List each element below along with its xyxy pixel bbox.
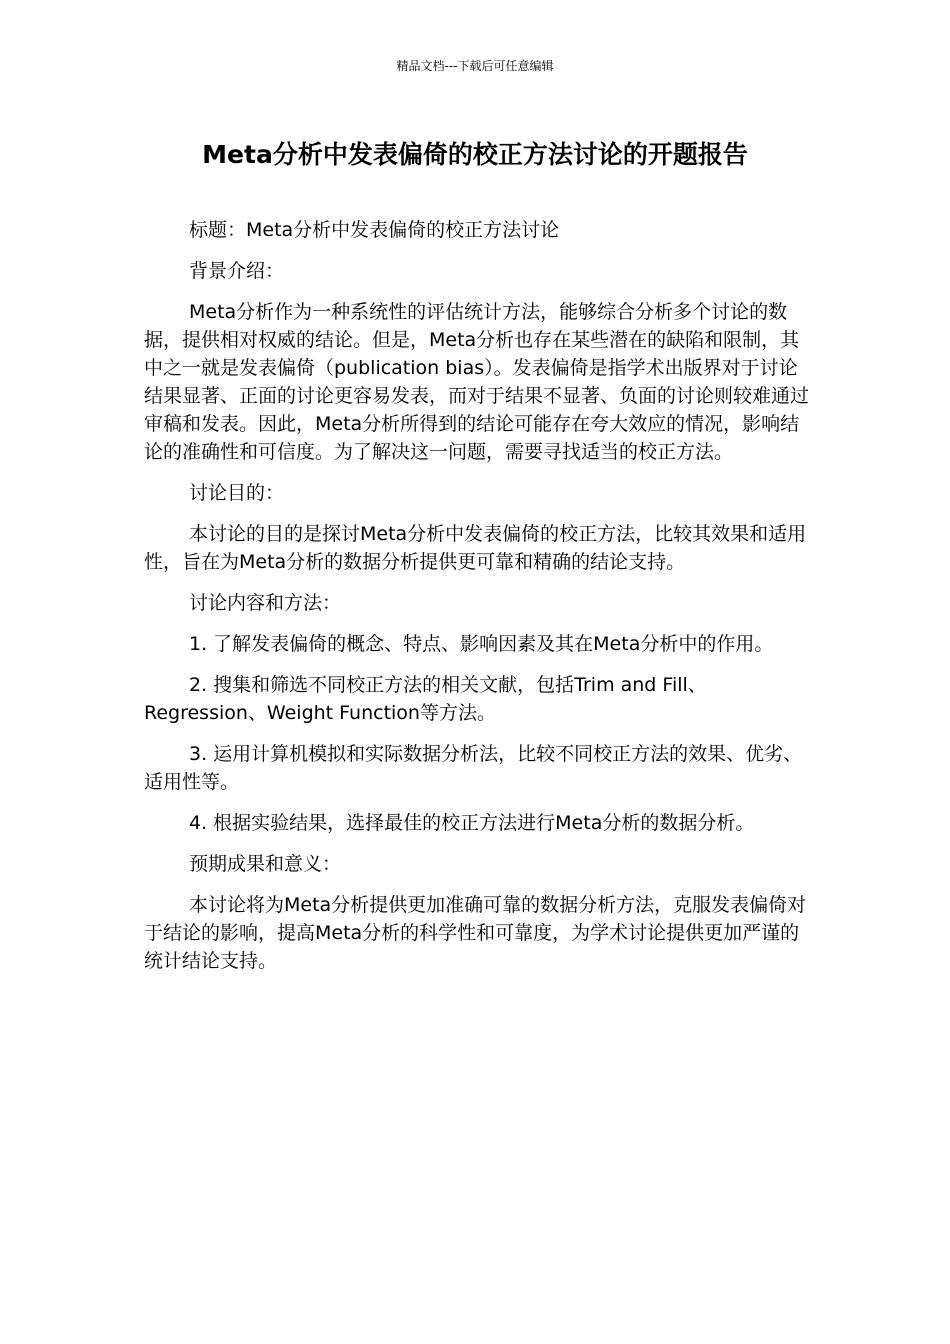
outcomes-paragraph: 本讨论将为Meta分析提供更加准确可靠的数据分析方法，克服发表偏倚对于结论的影响，提高Meta分析的科学性和可靠度，为学术讨论提供更加严谨的统计结论支持。 — [144, 894, 807, 972]
document-body — [144, 216, 809, 988]
background-paragraph: Meta分析作为一种系统性的评估统计方法，能够综合分析多个讨论的数据，提供相对权威的结论。但是，Meta分析也存在某些潜在的缺陷和限制，其中之一就是发表偏倚（publication bias）。发表偏倚是指学术出版界对于讨论结果显著、正面的讨论更容易发表，而对于结果不显著、负面的讨论则较难通过审稿和发表。因此，Meta分析所得到的结论可能存在夸大效应的情况，影响结论的准确性和可信度。为了解决这一问题，需要寻找适当的校正方法。 — [144, 301, 810, 463]
section-heading-background: 背景介绍： — [189, 260, 285, 282]
purpose-paragraph: 本讨论的目的是探讨Meta分析中发表偏倚的校正方法，比较其效果和适用性，旨在为Meta分析的数据分析提供更可靠和精确的结论支持。 — [144, 523, 807, 573]
method-item-2: 2. 搜集和筛选不同校正方法的相关文献，包括Trim and Fill、Regression、Weight Function等方法。 — [144, 674, 707, 724]
method-item-3: 3. 运用计算机模拟和实际数据分析法，比较不同校正方法的效果、优劣、适用性等。 — [144, 743, 803, 793]
section-heading-purpose: 讨论目的： — [189, 482, 285, 504]
section-heading-content-methods: 讨论内容和方法： — [189, 592, 342, 614]
method-item-1: 1. 了解发表偏倚的概念、特点、影响因素及其在Meta分析中的作用。 — [189, 633, 774, 655]
subject-line: 标题：Meta分析中发表偏倚的校正方法讨论 — [189, 219, 560, 241]
document-title: Meta分析中发表偏倚的校正方法讨论的开题报告 — [202, 140, 748, 169]
section-heading-outcomes: 预期成果和意义： — [189, 853, 342, 875]
method-item-4: 4. 根据实验结果，选择最佳的校正方法进行Meta分析的数据分析。 — [189, 812, 755, 834]
header-note: 精品文档---下载后可任意编辑 — [396, 59, 554, 73]
